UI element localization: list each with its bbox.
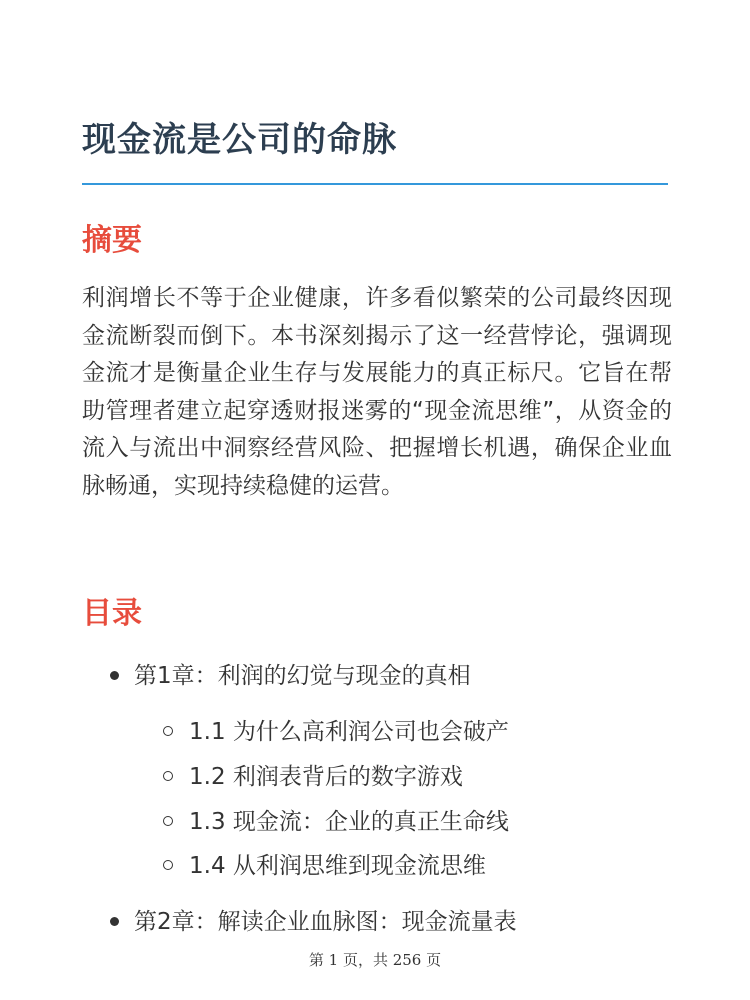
toc-section-label: 1.2 利润表背后的数字游戏 <box>189 764 463 790</box>
abstract-paragraph: 利润增长不等于企业健康，许多看似繁荣的公司最终因现金流断裂而倒下。本书深刻揭示了这一经营悖论，强调现金流才是衡量企业生存与发展能力的真正标尺。它旨在帮助管理者建立起穿透财报迷雾的“现金流思维”，从资金的流入与流出中洞察经营风险、把握增长机遇，确保企业血脉畅通，实现持续稳健的运营。 <box>82 285 672 499</box>
bullet-disc-icon <box>110 671 119 680</box>
toc-chapter-1-label: 第1章：利润的幻觉与现金的真相 <box>134 663 471 689</box>
toc-section-label: 1.1 为什么高利润公司也会破产 <box>189 719 509 745</box>
toc-chapter-2-label: 第2章：解读企业血脉图：现金流量表 <box>134 909 517 935</box>
toc-section-label: 1.4 从利润思维到现金流思维 <box>189 853 486 879</box>
toc-section-1-1 <box>189 712 509 752</box>
toc-section-1-3 <box>189 802 509 842</box>
title-divider <box>82 183 668 185</box>
bullet-circle-icon <box>163 726 173 736</box>
document-title: 现金流是公司的命脉 <box>82 120 397 160</box>
bullet-circle-icon <box>163 771 173 781</box>
toc-section-1-4 <box>189 846 486 886</box>
bullet-circle-icon <box>163 860 173 870</box>
toc-heading: 目录 <box>82 596 142 631</box>
toc-chapter-2 <box>134 902 517 942</box>
page-footer: 第 1 页，共 256 页 <box>308 951 442 969</box>
toc-section-label: 1.3 现金流：企业的真正生命线 <box>189 809 509 835</box>
bullet-circle-icon <box>163 816 173 826</box>
toc-chapter-1 <box>134 656 471 696</box>
bullet-disc-icon <box>110 917 119 926</box>
abstract-heading: 摘要 <box>82 223 142 258</box>
toc-section-1-2 <box>189 757 463 797</box>
